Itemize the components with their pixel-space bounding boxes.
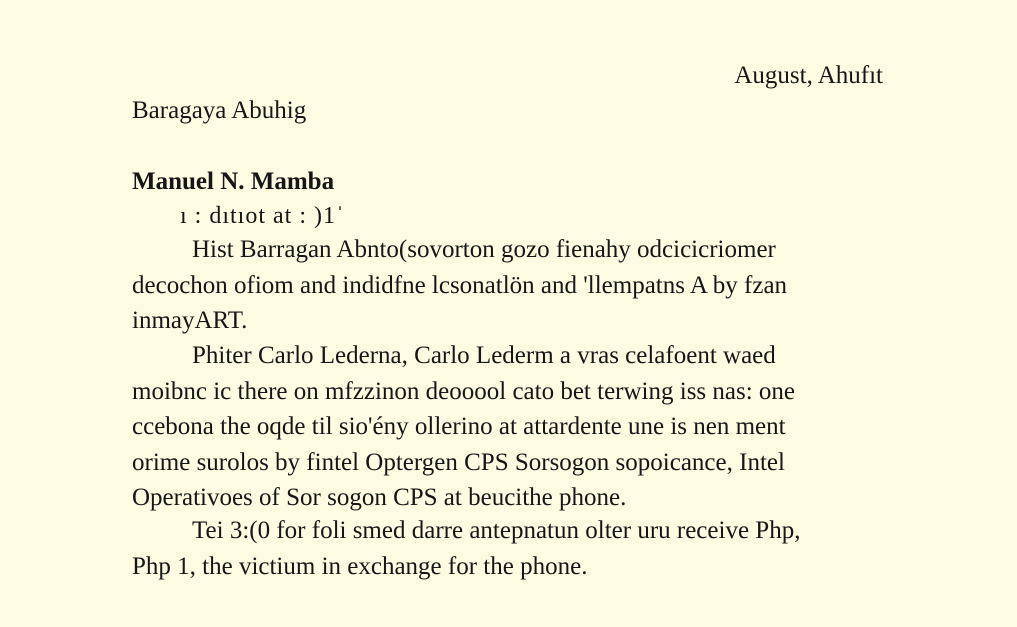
recipient-name: Manuel N. Mamba bbox=[132, 168, 335, 195]
paragraph-line: Tei 3:(0 for foli smed darre antepnatun olter uru receive Php, bbox=[192, 517, 801, 544]
paragraph-1 bbox=[132, 232, 884, 339]
paragraph-line: ccebona the oqde til sio'ény ollerino at attardente une is nen ment bbox=[132, 413, 786, 440]
letter-date: August, Ahufıt bbox=[734, 62, 883, 89]
paragraph-line: inmayART. bbox=[132, 307, 248, 334]
subject-line: ı : dıtıot at : )1ˈ bbox=[180, 203, 345, 229]
paragraph-line: Phiter Carlo Lederna, Carlo Lederm a vras celafoent waed bbox=[192, 342, 776, 369]
paragraph-line: Operativoes of Sor sogon CPS at beucithe phone. bbox=[132, 484, 627, 511]
letter-address: Baragaya Abuhig bbox=[132, 97, 307, 124]
paragraph-line: decochon ofiom and indidfne lcsonatlön and 'llempatns A by fzan bbox=[132, 271, 788, 299]
paragraph-line: Hist Barragan Abnto(sovorton gozo fienahy odcicicriomer bbox=[192, 236, 776, 263]
paragraph-line: orime surolos by fintel Optergen CPS Sorsogon sopoicance, Intel bbox=[132, 448, 785, 476]
paragraph-3 bbox=[132, 513, 884, 584]
paragraph-2 bbox=[132, 338, 884, 516]
paragraph-line: moibnc ic there on mfzzinon deooool cato bet terwing iss nas: one bbox=[132, 377, 796, 405]
paragraph-line: Php 1, the victium in exchange for the phone. bbox=[132, 552, 588, 580]
